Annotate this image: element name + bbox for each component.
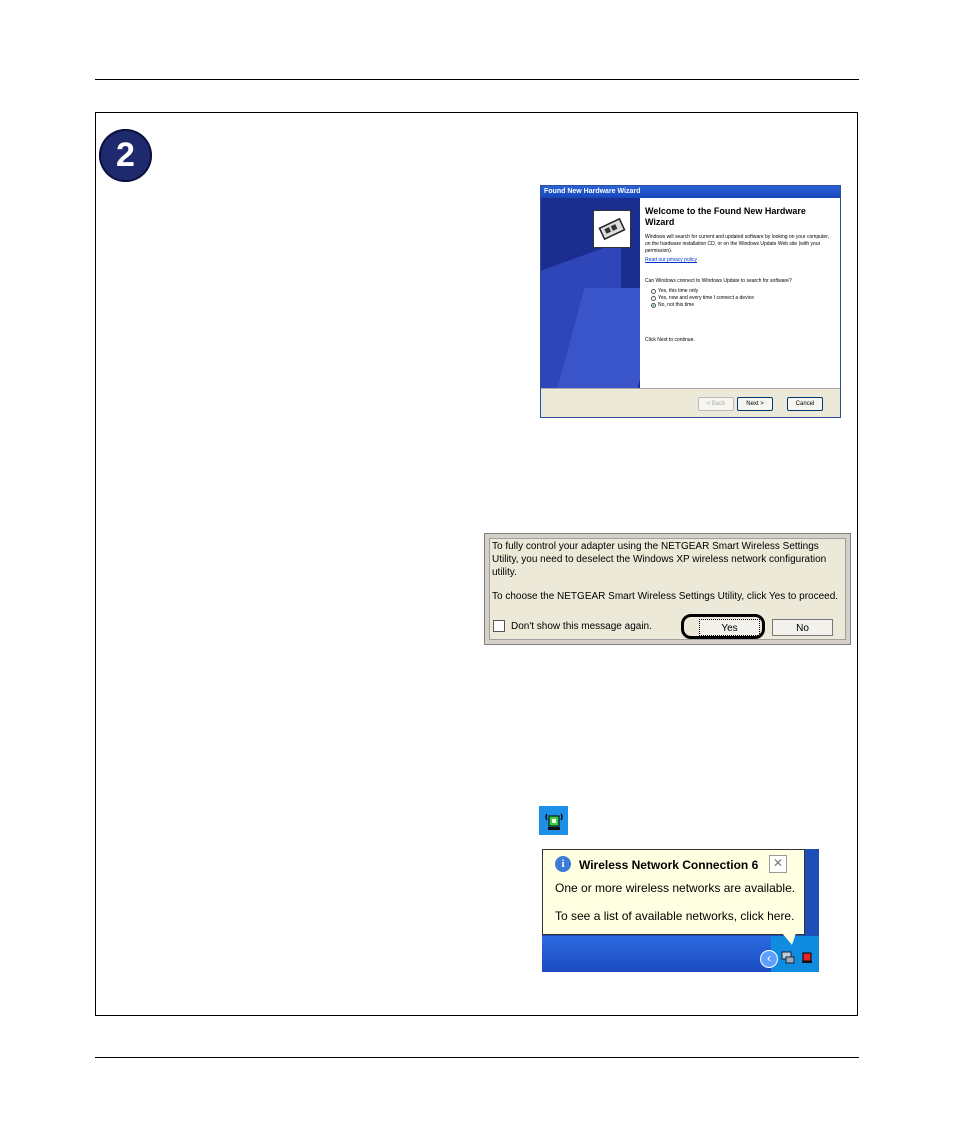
header-rule <box>95 79 859 80</box>
wizard-titlebar: Found New Hardware Wizard <box>541 186 840 198</box>
yes-button-highlight <box>681 614 765 639</box>
wizard-intro: Windows will search for current and updated software by looking on your computer, on the hardware installation CD, or on the Windows Update Web site (with your permission). <box>645 234 829 254</box>
checkbox-label: Don't show this message again. <box>511 620 652 632</box>
balloon-line-1: One or more wireless networks are available. <box>555 881 796 895</box>
close-icon[interactable]: ✕ <box>769 855 787 873</box>
notification-balloon[interactable] <box>542 849 805 935</box>
wizard-footer <box>541 388 840 417</box>
taskbar-notification <box>542 849 819 972</box>
balloon-line-2[interactable]: To see a list of available networks, click here. <box>555 909 795 923</box>
back-button[interactable]: < Back <box>698 397 734 411</box>
radio-label: Yes, this time only <box>658 288 699 294</box>
adapter-tray-icon[interactable] <box>799 949 815 965</box>
option-no[interactable] <box>651 302 834 309</box>
wizard-heading: Welcome to the Found New Hardware Wizard <box>645 206 806 227</box>
wizard-question: Can Windows connect to Windows Update to search for software? <box>645 278 792 284</box>
yes-button[interactable]: Yes <box>699 619 760 636</box>
dialog-message <box>492 540 842 603</box>
option-yes-once[interactable] <box>651 288 834 295</box>
wizard-side-panel <box>541 198 640 389</box>
balloon-tail <box>782 933 796 945</box>
found-new-hardware-wizard <box>540 185 841 418</box>
continue-text: Click Next to continue. <box>645 337 695 343</box>
dialog-message-1: To fully control your adapter using the NETGEAR Smart Wireless Settings Utility, you need to deselect the Windows XP wireless network configuration utility. <box>492 541 827 578</box>
footer-rule <box>95 1057 859 1058</box>
step-number-badge: 2 <box>99 129 152 182</box>
cancel-button[interactable]: Cancel <box>787 397 823 411</box>
info-icon: i <box>555 856 571 872</box>
radio-label: No, not this time <box>658 302 695 308</box>
wireless-adapter-icon[interactable] <box>539 806 568 835</box>
no-button[interactable]: No <box>772 619 833 636</box>
netgear-confirm-dialog <box>484 533 851 645</box>
next-button[interactable]: Next > <box>737 397 773 411</box>
radio-button-selected[interactable] <box>651 303 656 308</box>
dialog-message-2: To choose the NETGEAR Smart Wireless Settings Utility, click Yes to proceed. <box>492 591 839 602</box>
dont-show-again-checkbox[interactable] <box>493 620 652 632</box>
balloon-title: Wireless Network Connection 6 <box>579 858 759 872</box>
radio-label: Yes, now and every time I connect a device <box>658 295 754 301</box>
option-yes-always[interactable] <box>651 295 834 302</box>
checkbox[interactable] <box>493 620 505 632</box>
network-tray-icon[interactable] <box>780 949 796 965</box>
radio-button[interactable] <box>651 289 656 294</box>
wizard-content <box>640 198 840 389</box>
chevron-left-icon[interactable]: ‹ <box>760 950 778 968</box>
privacy-link[interactable]: Read our privacy policy <box>645 257 697 263</box>
radio-button[interactable] <box>651 296 656 301</box>
hardware-icon <box>593 210 631 248</box>
